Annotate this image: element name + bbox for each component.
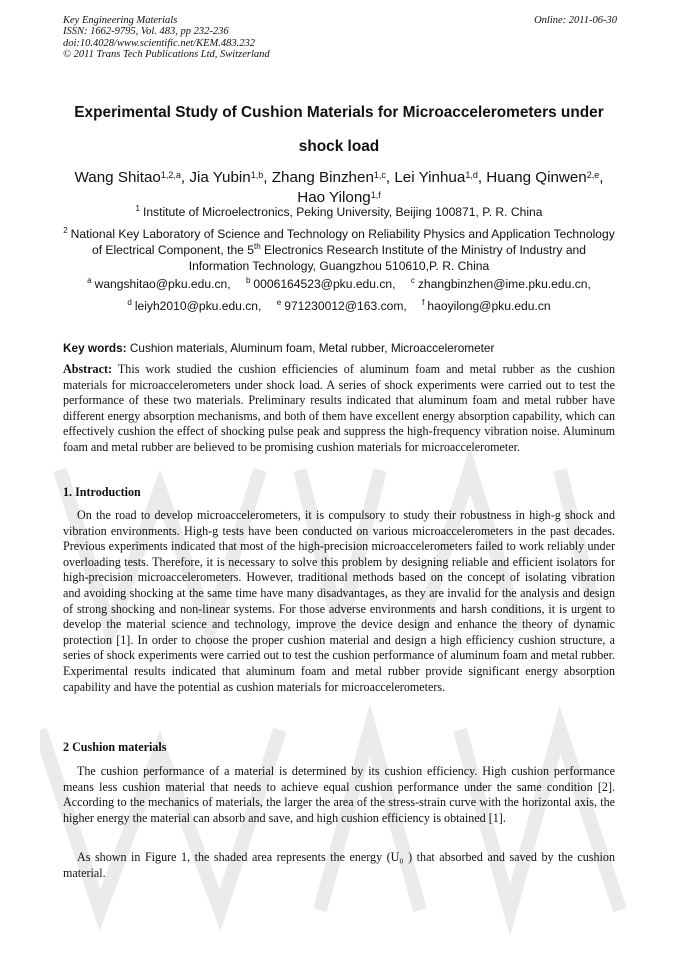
keywords-label: Key words: — [63, 341, 127, 355]
abstract-label: Abstract: — [63, 362, 113, 376]
journal-doi: doi:10.4028/www.scientific.net/KEM.483.232 — [63, 37, 255, 49]
online-date: Online: 2011-06-30 — [534, 15, 617, 26]
paper-title-line-1: Experimental Study of Cushion Materials for Microaccelerometers under — [74, 104, 604, 121]
keywords-text: Cushion materials, Aluminum foam, Metal rubber, Microaccelerometer — [126, 341, 495, 355]
email-address[interactable]: $^a$ wangshitao@pku.edu.cn, — [87, 276, 231, 291]
author: Wang Shitao$^{1,2,a}$, — [74, 169, 190, 186]
email-address[interactable]: $^f$ haoyilong@pku.edu.cn — [422, 298, 551, 313]
email-address[interactable]: $^d$ leiyh2010@pku.edu.cn, — [127, 298, 262, 313]
email-line-1 — [63, 276, 615, 292]
section-heading-cushion-materials: 2 Cushion materials — [63, 740, 167, 754]
email-address[interactable]: $^b$ 0006164523@pku.edu.cn, — [245, 276, 396, 291]
journal-header — [63, 15, 617, 61]
author: Lei Yinhua$^{1,d}$, — [394, 169, 487, 186]
email-address[interactable]: $^c$ zhangbinzhen@ime.pku.edu.cn, — [410, 276, 591, 291]
section-heading-introduction: 1. Introduction — [63, 485, 141, 499]
author: Jia Yubin$^{1,b}$, — [189, 169, 272, 186]
introduction-paragraph: On the road to develop microaccelerometers, it is compulsory to study their robustness in high-g shock and vibration environments. High-g tests have been conducted on various microaccelerometers in the past decades. Previous experiments indicated that most of the high-precision microaccelerometers failed to work reliably under overloading tests. Therefore, it is necessary to solve this problem by designing reliable and efficient isolators for high-precision microaccelerometers. However, traditional methods based on the concept of isolating vibration and avoiding shocking at the same time have many disadvantages, as they are invalid for the analysis and design of strong shocking and non-linear systems. For those adverse environments and harsh conditions, it is urgent to develop the material science and technology, improve the device design and enhance the theory of dynamic protection [1]. In order to choose the proper cushion material and design a high efficiency cushion structure, a series of shock experiments were carried out to test the cushion performance of aluminum foam and metal rubber. Experimental results indicated that aluminum foam and metal rubber provide significant energy absorption capability and have the potential as cushion materials for microaccelerometers. — [63, 508, 615, 694]
journal-issn: ISSN: 1662-9795, Vol. 483, pp 232-236 — [63, 26, 229, 38]
email-address[interactable]: $^e$ 971230012@163.com, — [276, 298, 407, 313]
journal-copyright: © 2011 Trans Tech Publications Ltd, Switzerland — [63, 49, 270, 61]
paper-title — [40, 96, 638, 164]
author: Huang Qinwen$^{2,e}$, — [486, 169, 604, 186]
author: Zhang Binzhen$^{1,c}$, — [271, 169, 395, 186]
affiliation-2: $^2$ National Key Laboratory of Science and Technology on Reliability Physics and Application Technology of Electrical Component, the 5th Electronics Research Institute of the Ministry of Industry and Information Technology, Guangzhou 510610,P. R. China — [63, 226, 615, 273]
author-list — [60, 168, 618, 207]
abstract-text: This work studied the cushion efficiencies of aluminum foam and metal rubber as the cushion materials for microaccelerometers under shock load. A series of shock experiments were carried out to test the performance of these two materials. Preliminary results indicated that aluminum foam and metal rubber have different energy absorption mechanisms, and both of them have excellent energy absorption capability, which can effectively cushion the effect of shocking pulse peak and suppress the high-frequency vibration noise. Aluminum foam and metal rubber are believed to be promising cushion materials for microaccelerometer. — [63, 362, 615, 454]
cushion-materials-paragraph-1: The cushion performance of a material is determined by its cushion efficiency. High cushion performance means less cushion material that needs to achieve equal cushion performance under the same condition [2]. According to the mechanics of materials, the larger the area of the stress-strain curve with the horizontal axis, the higher energy the material can absorb and save, and high cushion efficiency is obtained [1]. — [63, 764, 615, 825]
journal-name: Key Engineering Materials — [63, 15, 178, 26]
affiliation-1: $^1$ Institute of Microelectronics, Peking University, Beijing 100871, P. R. China — [135, 204, 543, 219]
author: Hao Yilong$^{1,f}$ — [297, 188, 381, 206]
cushion-materials-paragraph-2: As shown in Figure 1, the shaded area represents the energy (U₀ ) that absorbed and saved by the cushion material. — [63, 850, 615, 880]
email-line-2 — [63, 298, 615, 314]
keywords — [63, 340, 617, 356]
paper-title-line-2: shock load — [298, 138, 380, 155]
abstract — [63, 362, 615, 456]
